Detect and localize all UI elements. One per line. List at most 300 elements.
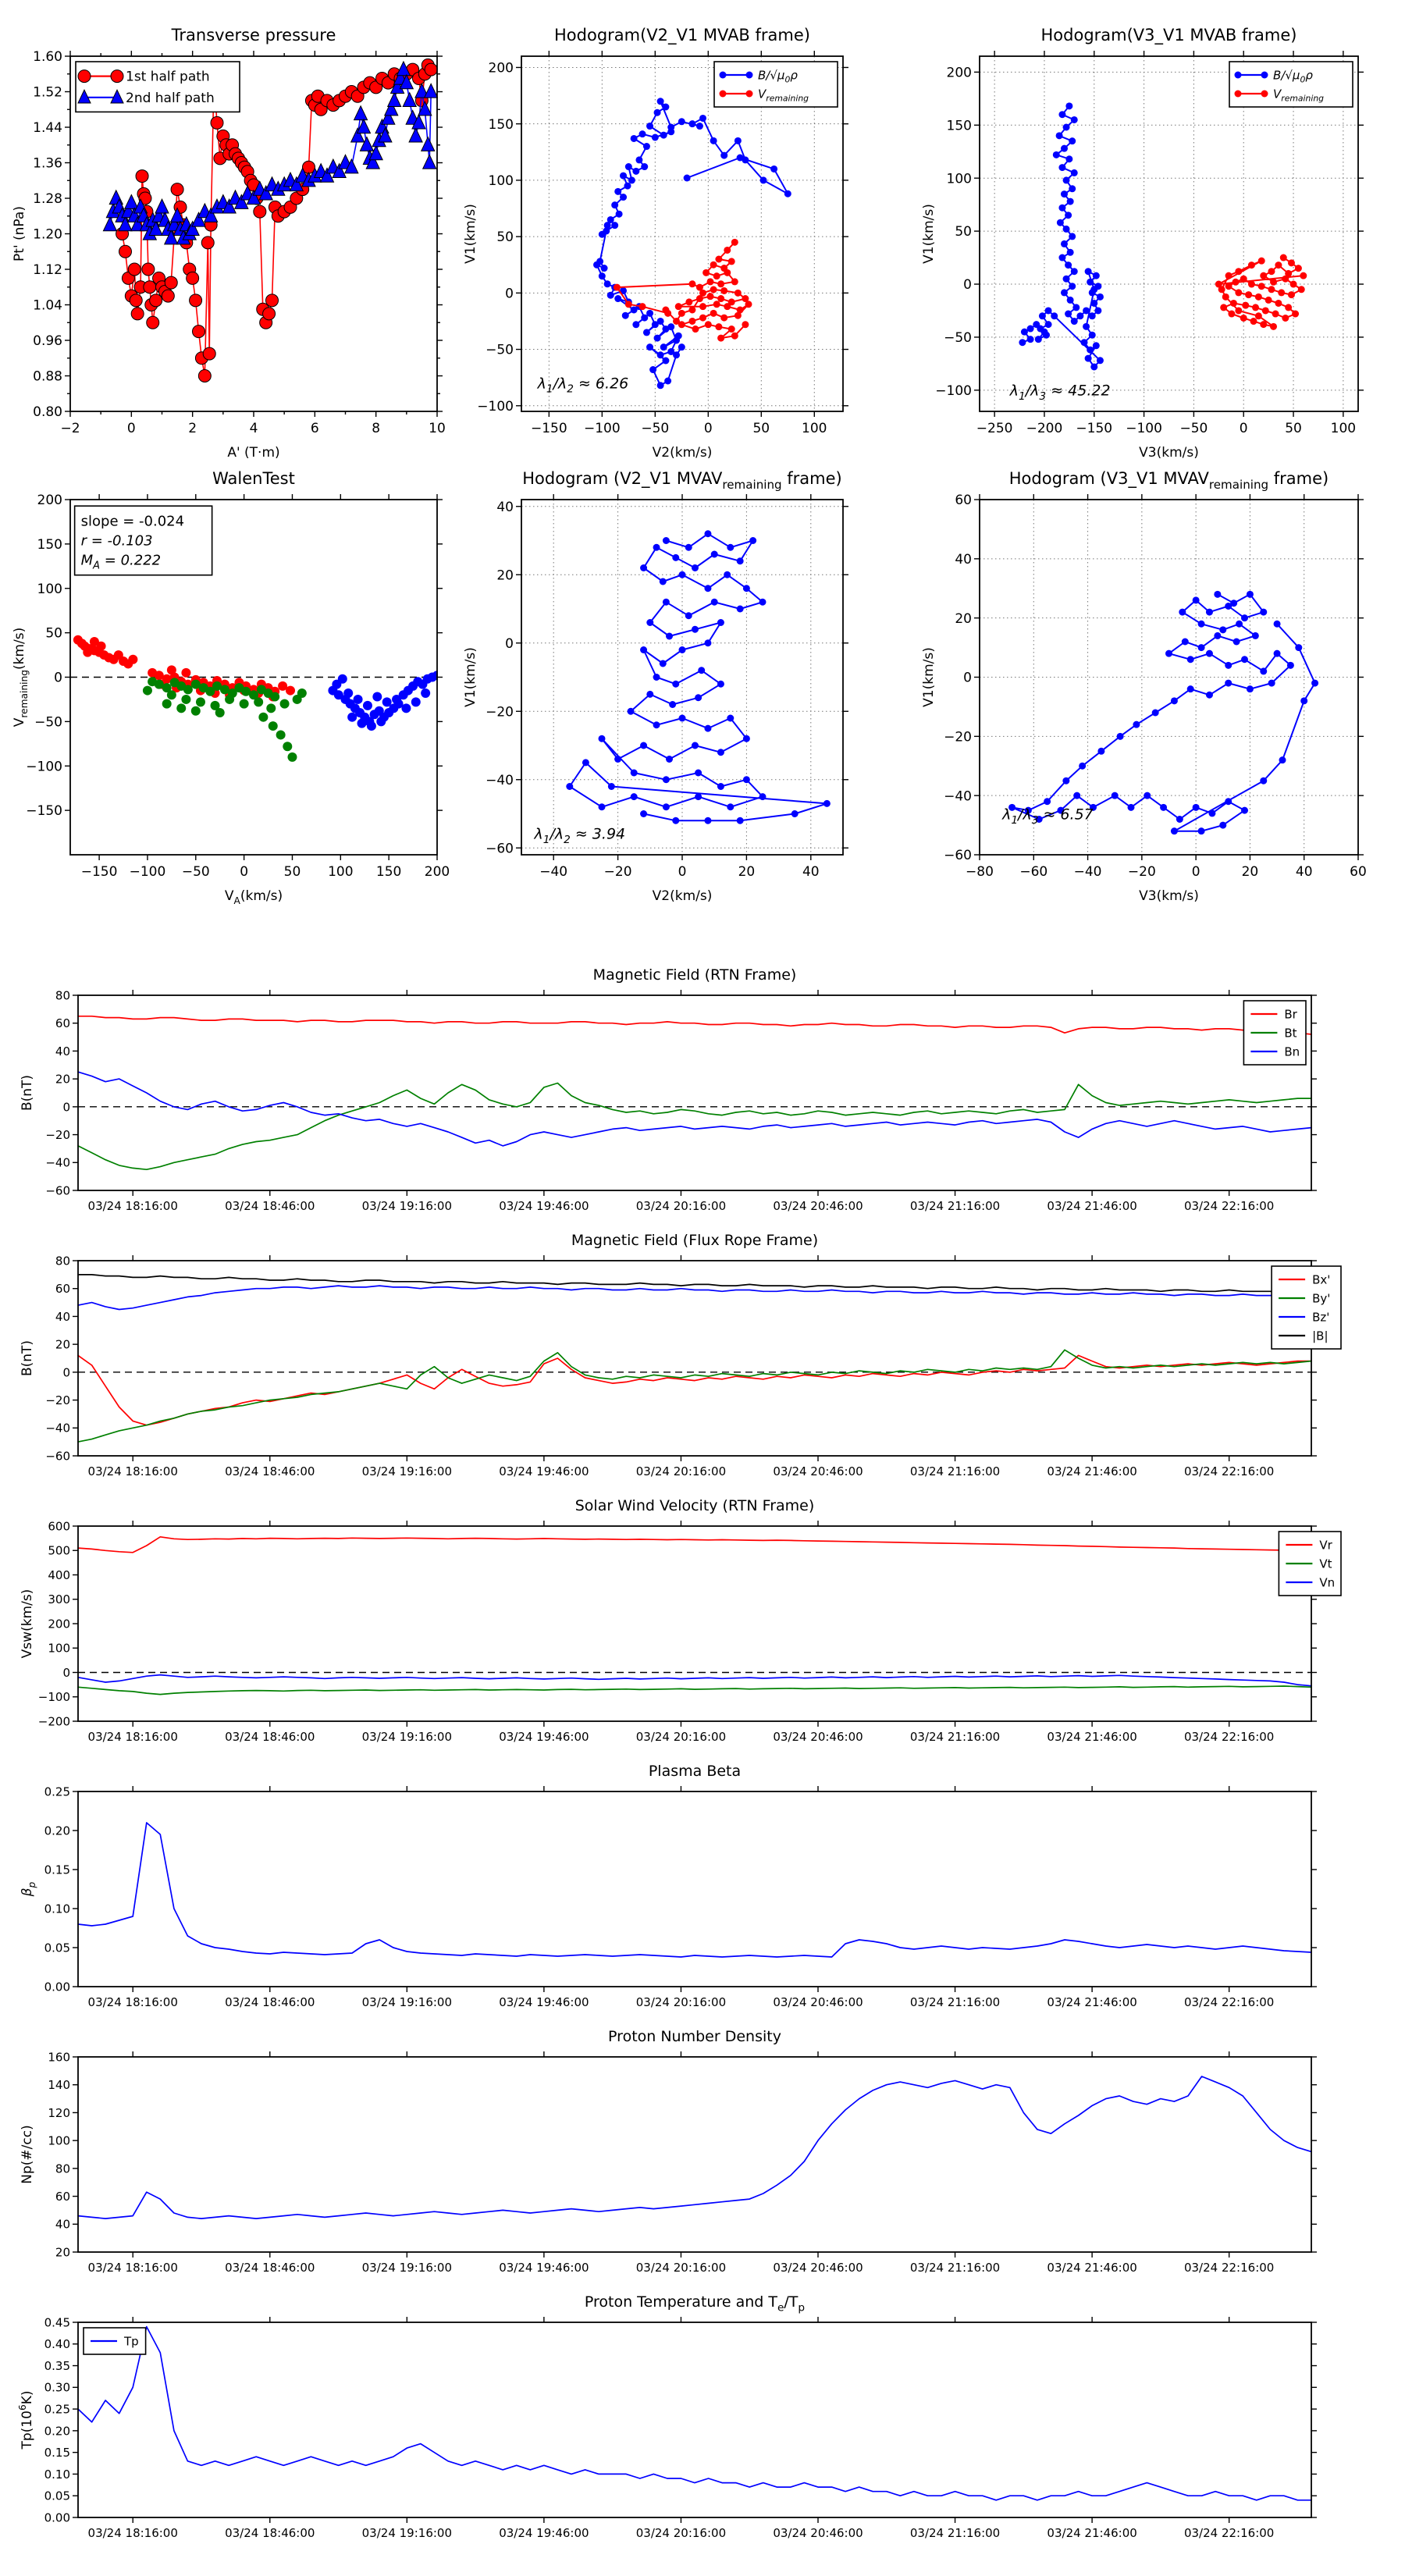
svg-text:20: 20 [55,2245,70,2260]
svg-text:40: 40 [802,864,820,880]
hodogram_v2v1_mvab-svg [463,0,874,488]
legend [84,2328,146,2354]
series-layer [78,1016,1311,1169]
y-axis-label: V1(km/s) [921,204,937,264]
svg-text:20: 20 [738,864,756,880]
y-axis-label: Np(#/cc) [20,2125,35,2184]
series-By' [78,1350,1311,1442]
svg-text:−100: −100 [935,382,972,399]
svg-text:−60: −60 [944,848,972,864]
svg-text:0: 0 [1239,421,1248,436]
svg-text:−100: −100 [37,1690,70,1705]
svg-text:|B|: |B| [1312,1329,1329,1343]
legend [714,62,838,107]
svg-text:0.10: 0.10 [44,1902,70,1916]
svg-text:20: 20 [55,1072,70,1087]
svg-text:r = -0.103: r = -0.103 [80,532,153,550]
svg-text:200: 200 [37,493,62,509]
svg-text:03/24 19:46:00: 03/24 19:46:00 [499,1730,589,1744]
svg-text:40: 40 [55,1309,70,1324]
svg-text:160: 160 [48,2050,70,2065]
panel-proton-temperature [0,2229,1405,2541]
svg-text:50: 50 [1285,421,1302,436]
tick-labels [935,65,1356,436]
svg-text:Br: Br [1284,1007,1297,1022]
panel-title: Hodogram (V2_V1 $MVAV_{remaining}$ frame) [522,469,842,492]
hodogram_v3v1_mvab-svg [874,0,1405,488]
svg-text:100: 100 [48,1641,70,1656]
svg-text:50: 50 [496,229,514,246]
svg-text:1.28: 1.28 [33,191,62,208]
svg-text:03/24 20:46:00: 03/24 20:46:00 [773,2261,863,2275]
svg-text:100: 100 [1330,421,1357,436]
svg-text:1st half path: 1st half path [126,69,210,85]
tick-labels [477,61,827,436]
svg-text:03/24 19:16:00: 03/24 19:16:00 [361,1995,453,2009]
svg-text:150: 150 [375,864,402,880]
svg-text:1.20: 1.20 [33,226,62,243]
svg-text:−50: −50 [944,330,972,347]
svg-text:03/24 18:16:00: 03/24 18:16:00 [87,1995,178,2009]
y-axis-label: B(nT) [20,1074,35,1112]
panel-title: Proton Temperature and $T_e/T_p$ [584,2293,806,2314]
svg-text:60: 60 [55,1016,70,1031]
grid [980,500,1358,855]
svg-text:03/24 21:16:00: 03/24 21:16:00 [909,1464,1001,1478]
svg-text:03/24 22:16:00: 03/24 22:16:00 [1183,1995,1275,2009]
svg-text:1.12: 1.12 [33,262,62,279]
series-V remaining hodogram [1008,591,1318,834]
svg-text:0: 0 [963,670,972,686]
svg-text:−20: −20 [1127,864,1156,880]
axes-frame [78,2057,1311,2252]
svg-text:200: 200 [488,60,514,76]
svg-text:0: 0 [505,635,514,652]
svg-text:0: 0 [62,1665,70,1680]
svg-text:40: 40 [55,2217,70,2232]
svg-text:0.40: 0.40 [44,2337,70,2352]
svg-text:50: 50 [752,421,770,436]
svg-text:Vn: Vn [1319,1575,1336,1590]
svg-text:03/24 21:16:00: 03/24 21:16:00 [909,1995,1001,2009]
panel-title: Hodogram(V2_V1 MVAB frame) [554,26,810,44]
svg-text:10: 10 [429,421,446,436]
svg-text:50: 50 [955,224,972,240]
svg-text:03/24 19:46:00: 03/24 19:46:00 [499,2261,589,2275]
svg-text:03/24 19:46:00: 03/24 19:46:00 [499,2526,589,2540]
series-Bx' [78,1355,1311,1425]
svg-text:100: 100 [802,421,827,436]
svg-text:Bt: Bt [1284,1026,1297,1041]
svg-text:−100: −100 [1126,421,1162,436]
svg-text:−50: −50 [34,714,62,731]
svg-text:200: 200 [424,864,450,880]
axes-frame [78,1526,1311,1721]
svg-text:03/24 22:16:00: 03/24 22:16:00 [1183,1730,1275,1744]
svg-text:200: 200 [946,65,972,81]
svg-text:03/24 20:16:00: 03/24 20:16:00 [635,1464,727,1478]
svg-text:−2: −2 [60,421,80,436]
series-layer [78,1275,1311,1442]
svg-text:0.45: 0.45 [44,2315,70,2330]
svg-text:Tp: Tp [124,2334,139,2349]
svg-text:−40: −40 [944,788,972,805]
svg-text:140: 140 [48,2078,70,2093]
svg-text:0: 0 [126,421,136,436]
svg-text:100: 100 [48,2133,70,2148]
y-axis-label: $Tp(10^6K)$ [17,2390,35,2450]
x-axis-label: V2(km/s) [652,888,713,904]
annotation: $\lambda_1/\lambda_2 \approx 6.26$ [537,375,629,396]
svg-text:−200: −200 [1026,421,1063,436]
svg-text:0.05: 0.05 [44,1941,70,1955]
svg-text:−150: −150 [531,421,567,436]
series-layer [73,635,442,762]
svg-text:0.20: 0.20 [44,2424,70,2439]
transverse_pressure-svg [0,0,484,488]
panel-walen-test [0,443,484,931]
svg-text:03/24 21:16:00: 03/24 21:16:00 [909,2526,1001,2540]
x-axis-label: V2(km/s) [652,445,713,461]
svg-text:0.88: 0.88 [33,368,62,385]
ticks [516,494,848,860]
axes-frame [78,2322,1311,2517]
x-axis-label: $V_A(km/s)$ [224,888,283,906]
series-outside interval [328,671,442,731]
svg-text:−20: −20 [45,1127,70,1142]
y-axis-label: B(nT) [20,1340,35,1377]
svg-text:60: 60 [55,1282,70,1297]
svg-text:400: 400 [48,1567,70,1582]
svg-text:−40: −40 [539,864,568,880]
svg-text:20: 20 [496,568,514,584]
svg-text:50: 50 [283,864,301,880]
svg-text:1.44: 1.44 [33,120,62,137]
svg-text:120: 120 [48,2105,70,2120]
hodogram_v3v1_mvav-svg [874,443,1405,931]
svg-text:8: 8 [372,421,381,436]
svg-text:200: 200 [48,1617,70,1631]
svg-text:03/24 18:46:00: 03/24 18:46:00 [225,1730,315,1744]
svg-text:50: 50 [45,625,62,642]
svg-text:80: 80 [55,988,70,1003]
svg-text:03/24 18:16:00: 03/24 18:16:00 [87,1464,178,1478]
panel-title: WalenTest [212,469,295,488]
svg-text:B/√μ0ρ: $B/√\mu_0\rho$ [758,68,798,85]
proton_temp-svg [0,2229,1405,2541]
y-axis-label: $V_{remaining}(km/s)$ [12,627,30,728]
series-Vr [78,1537,1311,1553]
ticks [73,1255,1317,1461]
svg-text:03/24 18:16:00: 03/24 18:16:00 [87,2261,178,2275]
svg-text:−100: −100 [26,759,62,775]
svg-text:03/24 20:46:00: 03/24 20:46:00 [773,1464,863,1478]
svg-text:03/24 21:46:00: 03/24 21:46:00 [1047,1995,1137,2009]
panel-title: Magnetic Field (Flux Rope Frame) [571,1232,819,1249]
legend [76,62,240,112]
series-Np [78,2076,1311,2218]
legend [1229,62,1353,107]
svg-text:0.96: 0.96 [33,333,62,350]
panel-hodogram-v2v1-mvav [463,443,874,931]
svg-text:Bx': Bx' [1312,1272,1331,1287]
svg-text:−100: −100 [477,398,514,415]
panel-title: Magnetic Field (RTN Frame) [592,966,797,984]
panel-hodogram-v3v1-mvab [874,0,1405,488]
series-layer [78,1823,1311,1957]
svg-text:300: 300 [48,1592,70,1607]
axes-frame [78,1791,1311,1987]
svg-text:150: 150 [946,118,972,134]
series-Bn [78,1072,1311,1146]
svg-text:100: 100 [946,171,972,187]
svg-text:03/24 18:16:00: 03/24 18:16:00 [87,1730,178,1744]
series-layer [78,1537,1311,1695]
svg-text:0: 0 [505,286,514,302]
svg-text:−150: −150 [1076,421,1113,436]
svg-text:03/24 20:46:00: 03/24 20:46:00 [773,1199,863,1213]
svg-text:−50: −50 [181,864,210,880]
svg-text:0.30: 0.30 [44,2380,70,2395]
svg-text:−80: −80 [966,864,994,880]
svg-text:03/24 18:46:00: 03/24 18:46:00 [225,1995,315,2009]
svg-text:0.80: 0.80 [33,404,62,421]
series-layer [566,530,831,824]
svg-text:20: 20 [1241,864,1259,880]
svg-text:0: 0 [62,1365,70,1380]
svg-text:60: 60 [955,493,972,509]
svg-text:03/24 20:16:00: 03/24 20:16:00 [635,1995,727,2009]
svg-text:150: 150 [488,116,514,133]
svg-text:40: 40 [955,551,972,568]
series-layer [78,2076,1311,2218]
svg-text:03/24 19:16:00: 03/24 19:16:00 [361,1199,453,1213]
svg-text:−50: −50 [1179,421,1208,436]
svg-text:0: 0 [678,864,687,880]
svg-text:03/24 18:16:00: 03/24 18:16:00 [87,1199,178,1213]
svg-text:80: 80 [55,1254,70,1268]
svg-text:−60: −60 [45,1449,70,1464]
svg-text:03/24 19:16:00: 03/24 19:16:00 [361,2261,453,2275]
svg-text:40: 40 [1295,864,1313,880]
annotation: $\lambda_1/\lambda_3 \approx 45.22$ [1009,382,1111,403]
y-axis-label: V1(km/s) [463,204,478,264]
panel-title: Solar Wind Velocity (RTN Frame) [574,1497,815,1514]
tick-labels [486,500,820,880]
svg-text:2: 2 [188,421,197,436]
hodogram_v2v1_mvav-svg [463,443,874,931]
svg-text:03/24 20:16:00: 03/24 20:16:00 [635,2261,727,2275]
svg-text:1.04: 1.04 [33,297,62,314]
svg-text:03/24 20:16:00: 03/24 20:16:00 [635,1730,727,1744]
svg-text:Vr: Vr [1319,1538,1332,1553]
svg-text:500: 500 [48,1543,70,1558]
x-axis-label: A' (T·m) [227,445,280,461]
svg-text:40: 40 [55,1044,70,1059]
svg-text:2nd half path: 2nd half path [126,90,215,106]
axes-frame [78,995,1311,1190]
svg-text:0.00: 0.00 [44,1980,70,1994]
svg-text:−50: −50 [486,342,514,358]
svg-text:−200: −200 [37,1714,70,1729]
svg-text:−50: −50 [641,421,670,436]
svg-text:0.15: 0.15 [44,1863,70,1877]
svg-text:20: 20 [55,1337,70,1352]
svg-text:0.00: 0.00 [44,2510,70,2525]
svg-text:03/24 19:16:00: 03/24 19:16:00 [361,1730,453,1744]
svg-text:03/24 21:16:00: 03/24 21:16:00 [909,1199,1001,1213]
svg-text:slope = -0.024: slope = -0.024 [80,513,185,530]
svg-text:−20: −20 [45,1393,70,1407]
legend [1243,1001,1306,1065]
series-layer [1008,591,1318,834]
svg-text:−150: −150 [26,803,62,820]
svg-text:0.35: 0.35 [44,2358,70,2373]
svg-text:03/24 21:46:00: 03/24 21:46:00 [1047,1199,1137,1213]
svg-text:1.36: 1.36 [33,155,62,172]
svg-text:0.25: 0.25 [44,2402,70,2417]
svg-text:03/24 22:16:00: 03/24 22:16:00 [1183,2261,1275,2275]
y-axis-label: V1(km/s) [463,647,478,707]
series-layer [1019,102,1307,370]
y-axis-label: Pt' (nPa) [12,206,27,262]
svg-text:−40: −40 [1073,864,1102,880]
svg-text:03/24 19:16:00: 03/24 19:16:00 [361,2526,453,2540]
svg-text:60: 60 [55,2189,70,2204]
annotation: $\lambda_1/\lambda_3 \approx 6.57$ [1002,806,1094,827]
series-Vn [78,1675,1311,1686]
svg-text:03/24 21:16:00: 03/24 21:16:00 [909,2261,1001,2275]
svg-text:40: 40 [496,499,514,515]
svg-text:−100: −100 [129,864,166,880]
svg-text:MA = 0.222: $M_A = 0.222$ [80,552,162,572]
svg-text:03/24 20:46:00: 03/24 20:46:00 [773,1995,863,2009]
svg-text:Vremaining: $V_{remaining}$ [758,87,809,104]
svg-text:Vt: Vt [1319,1557,1332,1571]
svg-text:03/24 20:46:00: 03/24 20:46:00 [773,1730,863,1744]
svg-text:03/24 21:46:00: 03/24 21:46:00 [1047,1464,1137,1478]
svg-text:Bn: Bn [1284,1044,1300,1059]
ticks [73,1786,1317,1992]
x-axis-label: V3(km/s) [1139,888,1199,904]
svg-text:Vremaining: $V_{remaining}$ [1273,87,1325,104]
series-Tp [78,2327,1311,2500]
ticks [974,494,1364,860]
tick-labels [44,2315,1275,2540]
svg-text:03/24 18:46:00: 03/24 18:46:00 [225,2526,315,2540]
svg-text:0: 0 [1191,864,1200,880]
x-axis-label: V3(km/s) [1139,445,1199,461]
svg-text:03/24 18:46:00: 03/24 18:46:00 [225,1199,315,1213]
svg-text:By': By' [1312,1291,1331,1306]
y-axis-label: $\beta_p$ [20,1881,37,1897]
svg-text:−20: −20 [486,704,514,720]
svg-text:03/24 19:16:00: 03/24 19:16:00 [361,1464,453,1478]
svg-text:03/24 18:46:00: 03/24 18:46:00 [225,2261,315,2275]
axes-frame [980,56,1358,411]
svg-text:−60: −60 [45,1183,70,1198]
y-axis-label: Vsw(km/s) [20,1589,35,1659]
svg-text:03/24 20:16:00: 03/24 20:16:00 [635,1199,727,1213]
ticks [73,2051,1317,2258]
panel-title: Plasma Beta [648,1763,742,1780]
svg-text:03/24 22:16:00: 03/24 22:16:00 [1183,2526,1275,2540]
ticks [73,1521,1317,1727]
svg-text:0: 0 [240,864,249,880]
axes-frame [521,56,843,411]
svg-text:03/24 20:16:00: 03/24 20:16:00 [635,2526,727,2540]
svg-text:80: 80 [55,2161,70,2176]
svg-text:−100: −100 [583,421,621,436]
panel-title: Hodogram(V3_V1 MVAB frame) [1040,26,1297,44]
svg-text:0.25: 0.25 [44,1784,70,1799]
svg-text:0: 0 [703,421,713,436]
svg-text:−60: −60 [486,841,514,857]
series-Bt [78,1083,1311,1170]
svg-text:−150: −150 [80,864,118,880]
svg-text:100: 100 [328,864,354,880]
series-V remaining hodogram [566,530,831,824]
svg-text:03/24 18:16:00: 03/24 18:16:00 [87,2526,178,2540]
svg-text:03/24 19:46:00: 03/24 19:46:00 [499,1199,589,1213]
svg-text:−40: −40 [45,1155,70,1170]
svg-text:03/24 22:16:00: 03/24 22:16:00 [1183,1199,1275,1213]
svg-text:20: 20 [955,610,972,627]
series-Br [78,1016,1311,1034]
panel-hodogram-v3v1-mvav [874,443,1405,931]
series-layer [78,2327,1311,2500]
panel-transverse-pressure [0,0,484,488]
series-B over sqrt mu0 rho [1019,102,1104,370]
svg-text:6: 6 [310,421,319,436]
svg-text:−40: −40 [486,772,514,788]
y-axis-label: V1(km/s) [921,647,937,707]
svg-text:60: 60 [1350,864,1367,880]
legend [1279,1532,1341,1596]
annotation: $\lambda_1/\lambda_2 \approx 3.94$ [534,825,626,846]
svg-text:−250: −250 [976,421,1013,436]
panel-title: Transverse pressure [171,26,336,44]
grid [521,56,843,411]
svg-text:03/24 21:46:00: 03/24 21:46:00 [1047,1730,1137,1744]
svg-text:03/24 18:46:00: 03/24 18:46:00 [225,1464,315,1478]
series-Vt [78,1686,1311,1695]
svg-text:0: 0 [62,1100,70,1115]
svg-text:100: 100 [37,581,62,597]
legend [1272,1266,1341,1349]
svg-text:−60: −60 [1019,864,1048,880]
svg-text:03/24 22:16:00: 03/24 22:16:00 [1183,1464,1275,1478]
svg-text:03/24 21:16:00: 03/24 21:16:00 [909,1730,1001,1744]
svg-text:−20: −20 [944,729,972,745]
ticks [73,2317,1317,2523]
svg-text:0: 0 [963,277,972,294]
svg-text:0.10: 0.10 [44,2467,70,2482]
axes-frame [980,500,1358,855]
svg-text:0.05: 0.05 [44,2489,70,2503]
panel-title: Hodogram (V3_V1 $MVAV_{remaining}$ frame) [1008,469,1329,492]
panel-hodogram-v2v1-mvab [463,0,874,488]
svg-text:0.20: 0.20 [44,1823,70,1838]
svg-text:1.60: 1.60 [33,49,62,66]
svg-text:B/√μ0ρ: $B/√\mu_0\rho$ [1273,68,1313,85]
svg-text:03/24 19:46:00: 03/24 19:46:00 [499,1995,589,2009]
panel-title: Proton Number Density [608,2028,781,2045]
svg-text:100: 100 [488,173,514,190]
svg-text:03/24 21:46:00: 03/24 21:46:00 [1047,2526,1137,2540]
svg-text:0: 0 [54,670,62,686]
grid [980,56,1358,411]
